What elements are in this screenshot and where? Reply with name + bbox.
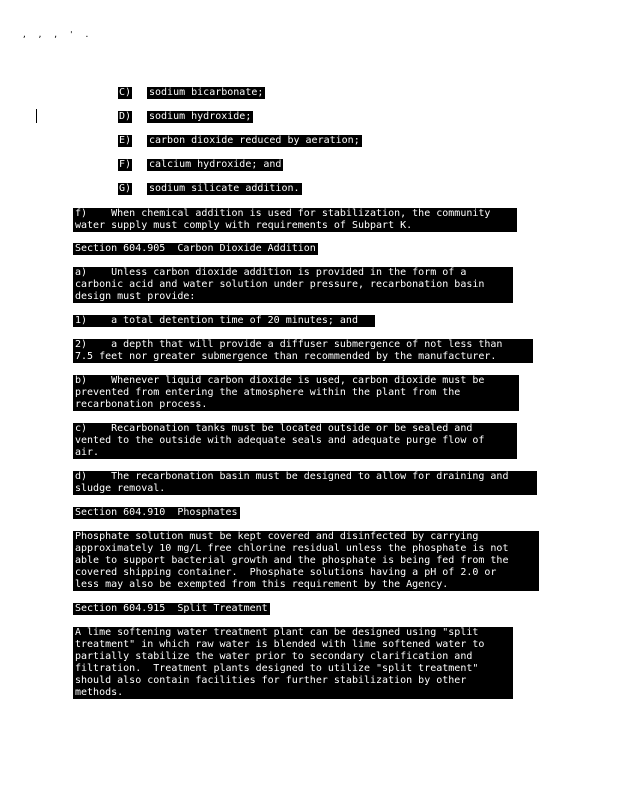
corner-scan-mark: , , , ' . — [22, 30, 93, 39]
list-item-text: sodium silicate addition. — [149, 183, 300, 194]
paragraph-f: f) When chemical addition is used for stabilization, the community water supply must comply with requirements of Subpart K. — [73, 208, 517, 232]
list-item-text: sodium bicarbonate; — [149, 87, 264, 98]
list-item-text: carbon dioxide reduced by aeration; — [149, 135, 360, 146]
paragraph-phosphates: Phosphate solution must be kept covered and disinfected by carrying approximately 10 mg/L free chlorine residual unless the phosphate is not able to support bacterial growth and the phosphate is being fed from the covered shipping container. Phosphate solutions having a pH of 2.0 or less may also be exempted from this requirement by the Agency. — [73, 531, 539, 591]
section-heading-604-910: Section 604.910 Phosphates — [75, 507, 238, 518]
paragraph-b: b) Whenever liquid carbon dioxide is used, carbon dioxide must be prevented from entering the atmosphere within the plant from the recarbonation process. — [73, 375, 519, 411]
paragraph-a: a) Unless carbon dioxide addition is provided in the form of a carbonic acid and water solution under pressure, recarbonation basin design must provide: — [73, 267, 513, 303]
paragraph-c: c) Recarbonation tanks must be located outside or be sealed and vented to the outside with adequate seals and adequate purge flow of air. — [73, 423, 517, 459]
section-heading-604-915: Section 604.915 Split Treatment — [75, 603, 268, 614]
sub-item-2: 2) a depth that will provide a diffuser submergence of not less than 7.5 feet nor greater submergence than recommended by the manufacturer. — [73, 339, 533, 363]
paragraph-d: d) The recarbonation basin must be designed to allow for draining and sludge removal. — [73, 471, 537, 495]
list-item-text: sodium hydroxide; — [149, 111, 252, 122]
list-item-number: F) — [119, 159, 132, 170]
list-item-number: E) — [119, 135, 132, 146]
sub-item-1: 1) a total detention time of 20 minutes; and — [73, 315, 375, 327]
text-cursor — [36, 109, 37, 123]
paragraph-split-treatment: A lime softening water treatment plant can be designed using "split treatment" in which raw water is blended with lime softened water to partially stabilize the water prior to secondary clarification and filtration. Treatment plants designed to utilize "split treatment" should also contain facilities for further stabilization by other methods. — [73, 627, 513, 699]
list-item-text: calcium hydroxide; and — [149, 159, 282, 170]
list-item-number: D) — [119, 111, 132, 122]
section-heading-604-905: Section 604.905 Carbon Dioxide Addition — [75, 243, 316, 254]
list-item-number: G) — [119, 183, 132, 194]
list-item-number: C) — [119, 87, 132, 98]
